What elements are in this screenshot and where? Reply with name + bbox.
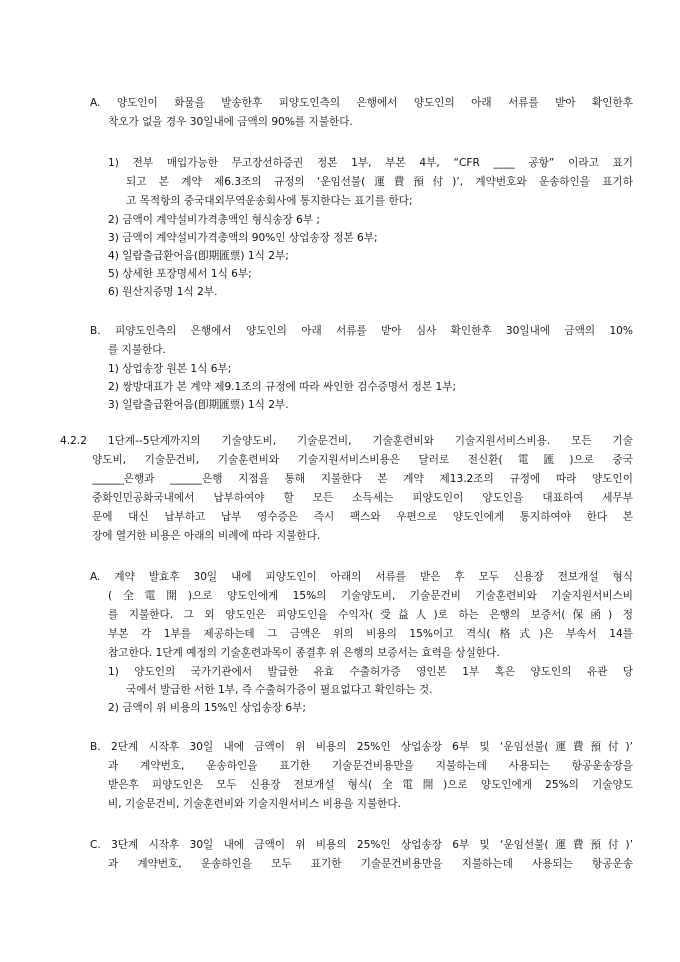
list-item-line: 되고 본 계약 제6.3조의 규정의 ‘운임선불(運費預付)’, 계약번호와 운송하인을 표기하 xyxy=(126,176,633,188)
section-c2 xyxy=(90,836,633,874)
section-a2 xyxy=(90,568,633,663)
paragraph-line: 문에 대신 납부하고 납부 영수증은 즉시 팩스와 우편으로 양도인에게 통지하여야 한다 본 xyxy=(92,511,633,523)
paragraph-line: 중화인민공화국내에서 납부하여야 할 모든 소득세는 피양도인이 양도인을 대표하여 세무부 xyxy=(92,492,633,504)
list-item: 2) 쌍방대표가 본 계약 제9.1조의 규정에 따라 싸인한 검수증명서 정본 1부; xyxy=(108,381,457,393)
paragraph-line: B. 2단계 시작후 30일 내에 금액이 위 비용의 25%인 상업송장 6부 및 ‘운임선불(運費預付)’ xyxy=(90,741,633,753)
list-item-line: 1) 양도인의 국가기관에서 발급한 유효 수출허가증 영인본 1부 혹은 양도인의 유관 당 xyxy=(108,666,633,678)
paragraph-line: 4.2.2 1단계--5단계까지의 기술양도비, 기술문건비, 기술훈련비와 기술지원서비스비용. 모든 기술 xyxy=(60,435,633,447)
section-a2-items xyxy=(108,663,633,717)
paragraph-line: 를 지불한다. xyxy=(108,344,166,356)
list-item: 3) 일람출급환어음(卽期匯票) 1식 2부. xyxy=(108,399,289,411)
paragraph-line: 받은후 피양도인은 모두 신용장 전보개설 형식(全電開)으로 양도인에게 25%의 기술양도 xyxy=(108,779,633,791)
list-item-line: 1) 전부 매입가능한 무고장선하증권 정본 1부, 부본 4부, “CFR ____ 공항” 이라고 표기 xyxy=(108,157,633,169)
paragraph-line: 과 계약번호, 운송하인을 모두 표기한 기술문건비용만을 지불하는데 사용되는 항공운송 xyxy=(108,858,633,870)
list-item: 3) 금액이 계약설비가격총액의 90%인 상업송장 정본 6부; xyxy=(108,232,378,244)
paragraph-line: C. 3단계 시작후 30일 내에 금액이 위 비용의 25%인 상업송장 6부 및 ‘운임선불(運費預付)’ xyxy=(90,839,633,851)
paragraph-line: 양도비, 기술문건비, 기술훈련비와 기술지원서비스비용은 달러로 전신환(電匯)으로 중국 xyxy=(92,454,633,466)
paragraph-line: 참고한다. 1단계 예정의 기술훈련과목이 종결후 위 은행의 보증서는 효력을 상실한다. xyxy=(108,647,500,659)
list-item: 1) 상업송장 원본 1식 6부; xyxy=(108,363,232,375)
list-item: 4) 일람출급환어음(卽期匯票) 1식 2부; xyxy=(108,250,289,262)
paragraph-line: ______은행과 ______은행 지점을 통해 지불한다 본 계약 제13.2조의 규정에 따라 양도인이 xyxy=(92,473,633,485)
section-a-items xyxy=(108,211,633,301)
paragraph-line: B. 피양도인측의 은행에서 양도인의 아래 서류를 받아 심사 확인한후 30일내에 금액의 10% xyxy=(90,325,633,337)
paragraph-line: 착오가 없을 경우 30일내에 금액의 90%를 지불한다. xyxy=(108,116,353,128)
section-a xyxy=(90,94,633,132)
section-b-items xyxy=(108,360,633,414)
paragraph-line: (全電開)으로 양도인에게 15%의 기술양도비, 기술문건비 기술훈련비와 기술지원서비스비 xyxy=(108,590,633,602)
paragraph-line: 과 계약번호, 운송하인을 표기한 기술문건비용만을 지불하는데 사용되는 항공운송장을 xyxy=(108,760,633,772)
list-item-line: 고 목적항의 중국대외무역운송회사에 통지한다는 표기를 한다; xyxy=(126,195,413,207)
section-4-2-2 xyxy=(60,432,633,546)
section-b xyxy=(90,322,633,360)
list-item-line: 국에서 발급한 서한 1부, 즉 수출허가증이 필요없다고 확인하는 것. xyxy=(126,684,433,696)
list-item: 5) 상세한 포장명세서 1식 6부; xyxy=(108,268,252,280)
paragraph-line: A. 양도인이 화물을 발송한후 피양도인측의 은행에서 양도인의 아래 서류를 받아 확인한후 xyxy=(90,97,633,109)
paragraph-line: 장에 열거한 비용은 아래의 비례에 따라 지불한다. xyxy=(92,530,321,542)
section-a-item-1 xyxy=(108,154,633,211)
paragraph-line: A. 계약 발효후 30일 내에 피양도인이 아래의 서류를 받은 후 모두 신용장 전보개설 형식 xyxy=(90,571,633,583)
paragraph-line: 부본 각 1부를 제공하는데 그 금액은 위의 비용의 15%이고 격식(格式)은 부속서 14를 xyxy=(108,628,633,640)
list-item: 6) 원산지증명 1식 2부. xyxy=(108,286,218,298)
list-item: 2) 금액이 계약설비가격총액인 형식송장 6부 ; xyxy=(108,214,320,226)
list-item: 2) 금액이 위 비용의 15%인 상업송장 6부; xyxy=(108,702,306,714)
paragraph-line: 를 지불한다. 그 외 양도인은 피양도인을 수익자(受益人)로 하는 은행의 보증서(保函) 정 xyxy=(108,609,633,621)
paragraph-line: 비, 기술문건비, 기술훈련비와 기술지원서비스 비용을 지불한다. xyxy=(108,798,402,810)
section-b2 xyxy=(90,738,633,814)
